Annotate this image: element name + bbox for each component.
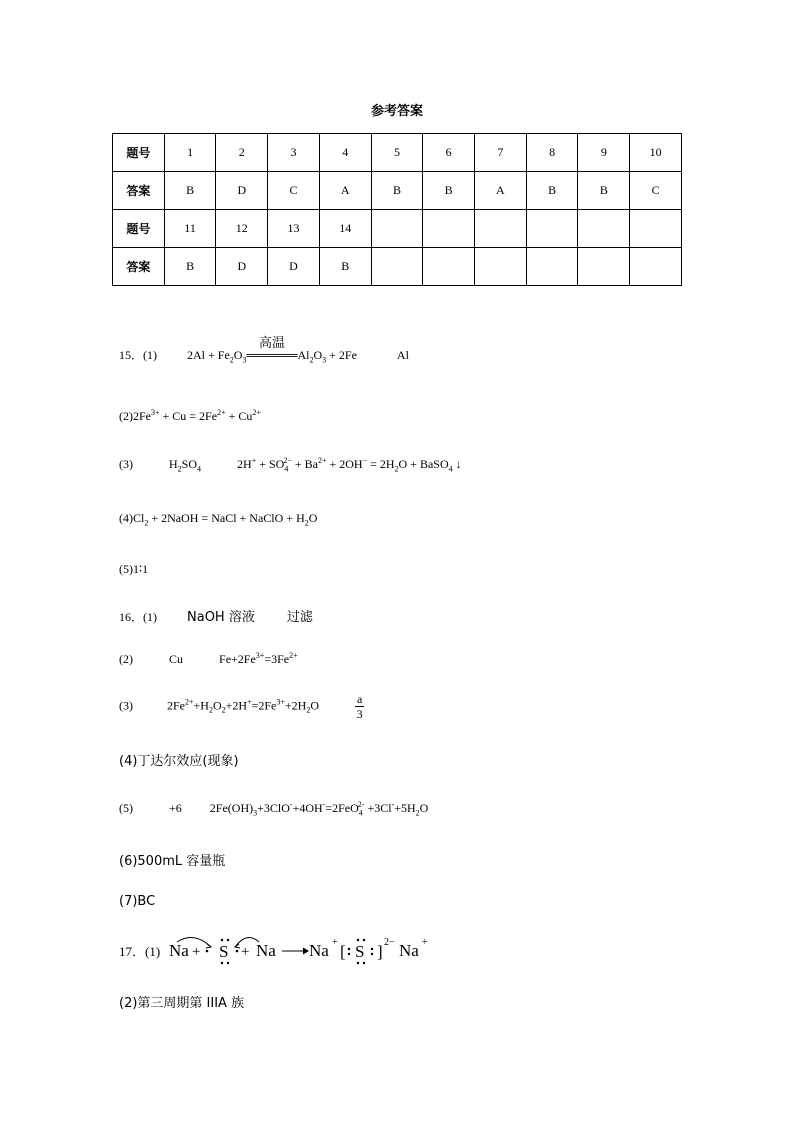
equation-right: Al	[297, 348, 310, 362]
q16-part6: (6)500mL 容量瓶	[119, 854, 226, 869]
table-row	[113, 134, 682, 172]
question-label: 16．(1)	[119, 610, 157, 624]
q16-part2: (2) Cu $Fe+2Fe^{3+}=3Fe^{2+}$	[119, 651, 298, 666]
row-header: 答案	[113, 172, 165, 210]
part-label: (2)	[119, 652, 133, 666]
table-cell: B	[371, 172, 423, 210]
table-cell	[578, 210, 630, 248]
answer-element: Al	[396, 348, 409, 362]
svg-text:Na: Na	[399, 941, 419, 960]
table-cell	[630, 210, 682, 248]
table-cell	[630, 248, 682, 286]
q15-part1: 15．(1) $2Al + Fe_2O_3$ 高温 $══════Al_2O_3 + 2Fe$ Al	[119, 336, 409, 365]
table-cell	[371, 210, 423, 248]
table-cell: C	[630, 172, 682, 210]
table-cell: 1	[164, 134, 216, 172]
svg-text:]: ]	[377, 942, 383, 961]
table-cell: A	[475, 172, 527, 210]
table-cell: B	[164, 248, 216, 286]
operation: 过滤	[286, 610, 313, 625]
reagent: NaOH 溶液	[187, 610, 255, 625]
question-label: 15．(1)	[119, 348, 157, 362]
q15-part5: (5)1∶1	[119, 562, 149, 576]
table-cell	[475, 248, 527, 286]
svg-text:+: +	[241, 944, 250, 960]
table-cell: 10	[630, 134, 682, 172]
sodium-symbol: Na	[169, 941, 189, 960]
q16-part7: (7)BC	[119, 894, 156, 909]
q16-part1	[119, 606, 313, 625]
part-label: (3)	[119, 457, 133, 471]
q16-part3: (3) $2Fe^{2+}+H_2O_2+2H^+=2Fe^{3+}+2H_2O$ $\frac{a}{3}$	[119, 692, 363, 721]
svg-text:[: [	[340, 942, 346, 961]
reaction-condition: 高温 ══════	[246, 336, 298, 362]
table-cell: B	[578, 172, 630, 210]
row-header: 题号	[113, 210, 165, 248]
equation-right-tail: + 2Fe	[326, 348, 357, 362]
table-cell	[423, 210, 475, 248]
acid-formula: H	[169, 457, 178, 471]
table-cell: B	[319, 248, 371, 286]
row-header: 答案	[113, 248, 165, 286]
q15-part2: $(2)2Fe^{3+} + Cu = 2Fe^{2+} + Cu^{2+}$	[119, 408, 261, 423]
part-label: (4)	[119, 511, 133, 525]
q17-part2: (2)第三周期第 IIIA 族	[119, 996, 245, 1011]
table-cell	[423, 248, 475, 286]
svg-text:+: +	[332, 937, 338, 948]
table-cell: 5	[371, 134, 423, 172]
table-cell: 2	[216, 134, 268, 172]
equation-left: 2Al + Fe	[187, 348, 230, 362]
table-cell: 3	[268, 134, 320, 172]
table-cell: 12	[216, 210, 268, 248]
q15-part3: (3) $H_2SO_4$ $2H^+ + SO_4^{2-} + Ba^{2+} + 2OH^- = 2H_2O$ + BaSO$_4$ ↓	[119, 456, 462, 474]
table-cell	[578, 248, 630, 286]
table-cell: D	[216, 248, 268, 286]
table-cell: D	[216, 172, 268, 210]
answer-table	[112, 133, 682, 286]
svg-text:+: +	[422, 937, 428, 948]
table-cell: B	[423, 172, 475, 210]
page-title: 参考答案	[370, 104, 423, 119]
table-row	[113, 172, 682, 210]
table-cell	[526, 248, 578, 286]
part-label: (2)	[119, 409, 133, 423]
q16-part4: (4)丁达尔效应(现象)	[119, 754, 239, 769]
row-header: 题号	[113, 134, 165, 172]
svg-text:Na: Na	[309, 941, 329, 960]
answer-element: Cu	[169, 652, 184, 666]
svg-text:+: +	[192, 944, 201, 960]
part-label: (5)	[119, 801, 133, 815]
table-cell: C	[268, 172, 320, 210]
part-label: (3)	[119, 698, 133, 713]
sulfur-symbol: S	[219, 942, 229, 961]
q15-part4: $(4)Cl_2$ + 2NaOH = NaCl + NaClO + $H_2O$	[119, 511, 318, 528]
table-cell: 8	[526, 134, 578, 172]
table-cell	[475, 210, 527, 248]
electron-dot-diagram	[119, 932, 449, 968]
table-cell: 7	[475, 134, 527, 172]
fraction: $\frac{a}{3}$	[356, 692, 363, 721]
sodium-symbol: Na	[256, 941, 276, 960]
table-cell	[371, 248, 423, 286]
q16-part5: (5) +6 $2Fe(OH)_3+3ClO^-+4OH^-=2FeO_4^{2-} +3Cl^-+5H_2O$	[119, 800, 429, 818]
table-cell: 13	[268, 210, 320, 248]
table-cell: 6	[423, 134, 475, 172]
svg-text:S: S	[355, 942, 365, 961]
table-cell: B	[526, 172, 578, 210]
table-cell: 11	[164, 210, 216, 248]
table-cell: D	[268, 248, 320, 286]
svg-text:2−: 2−	[384, 937, 395, 948]
table-cell: 14	[319, 210, 371, 248]
table-row	[113, 248, 682, 286]
oxidation-state: +6	[169, 801, 182, 815]
table-row	[113, 210, 682, 248]
table-cell: B	[164, 172, 216, 210]
question-label: 17．(1)	[119, 944, 161, 959]
table-cell: 9	[578, 134, 630, 172]
table-cell	[526, 210, 578, 248]
table-cell: 4	[319, 134, 371, 172]
table-cell: A	[319, 172, 371, 210]
